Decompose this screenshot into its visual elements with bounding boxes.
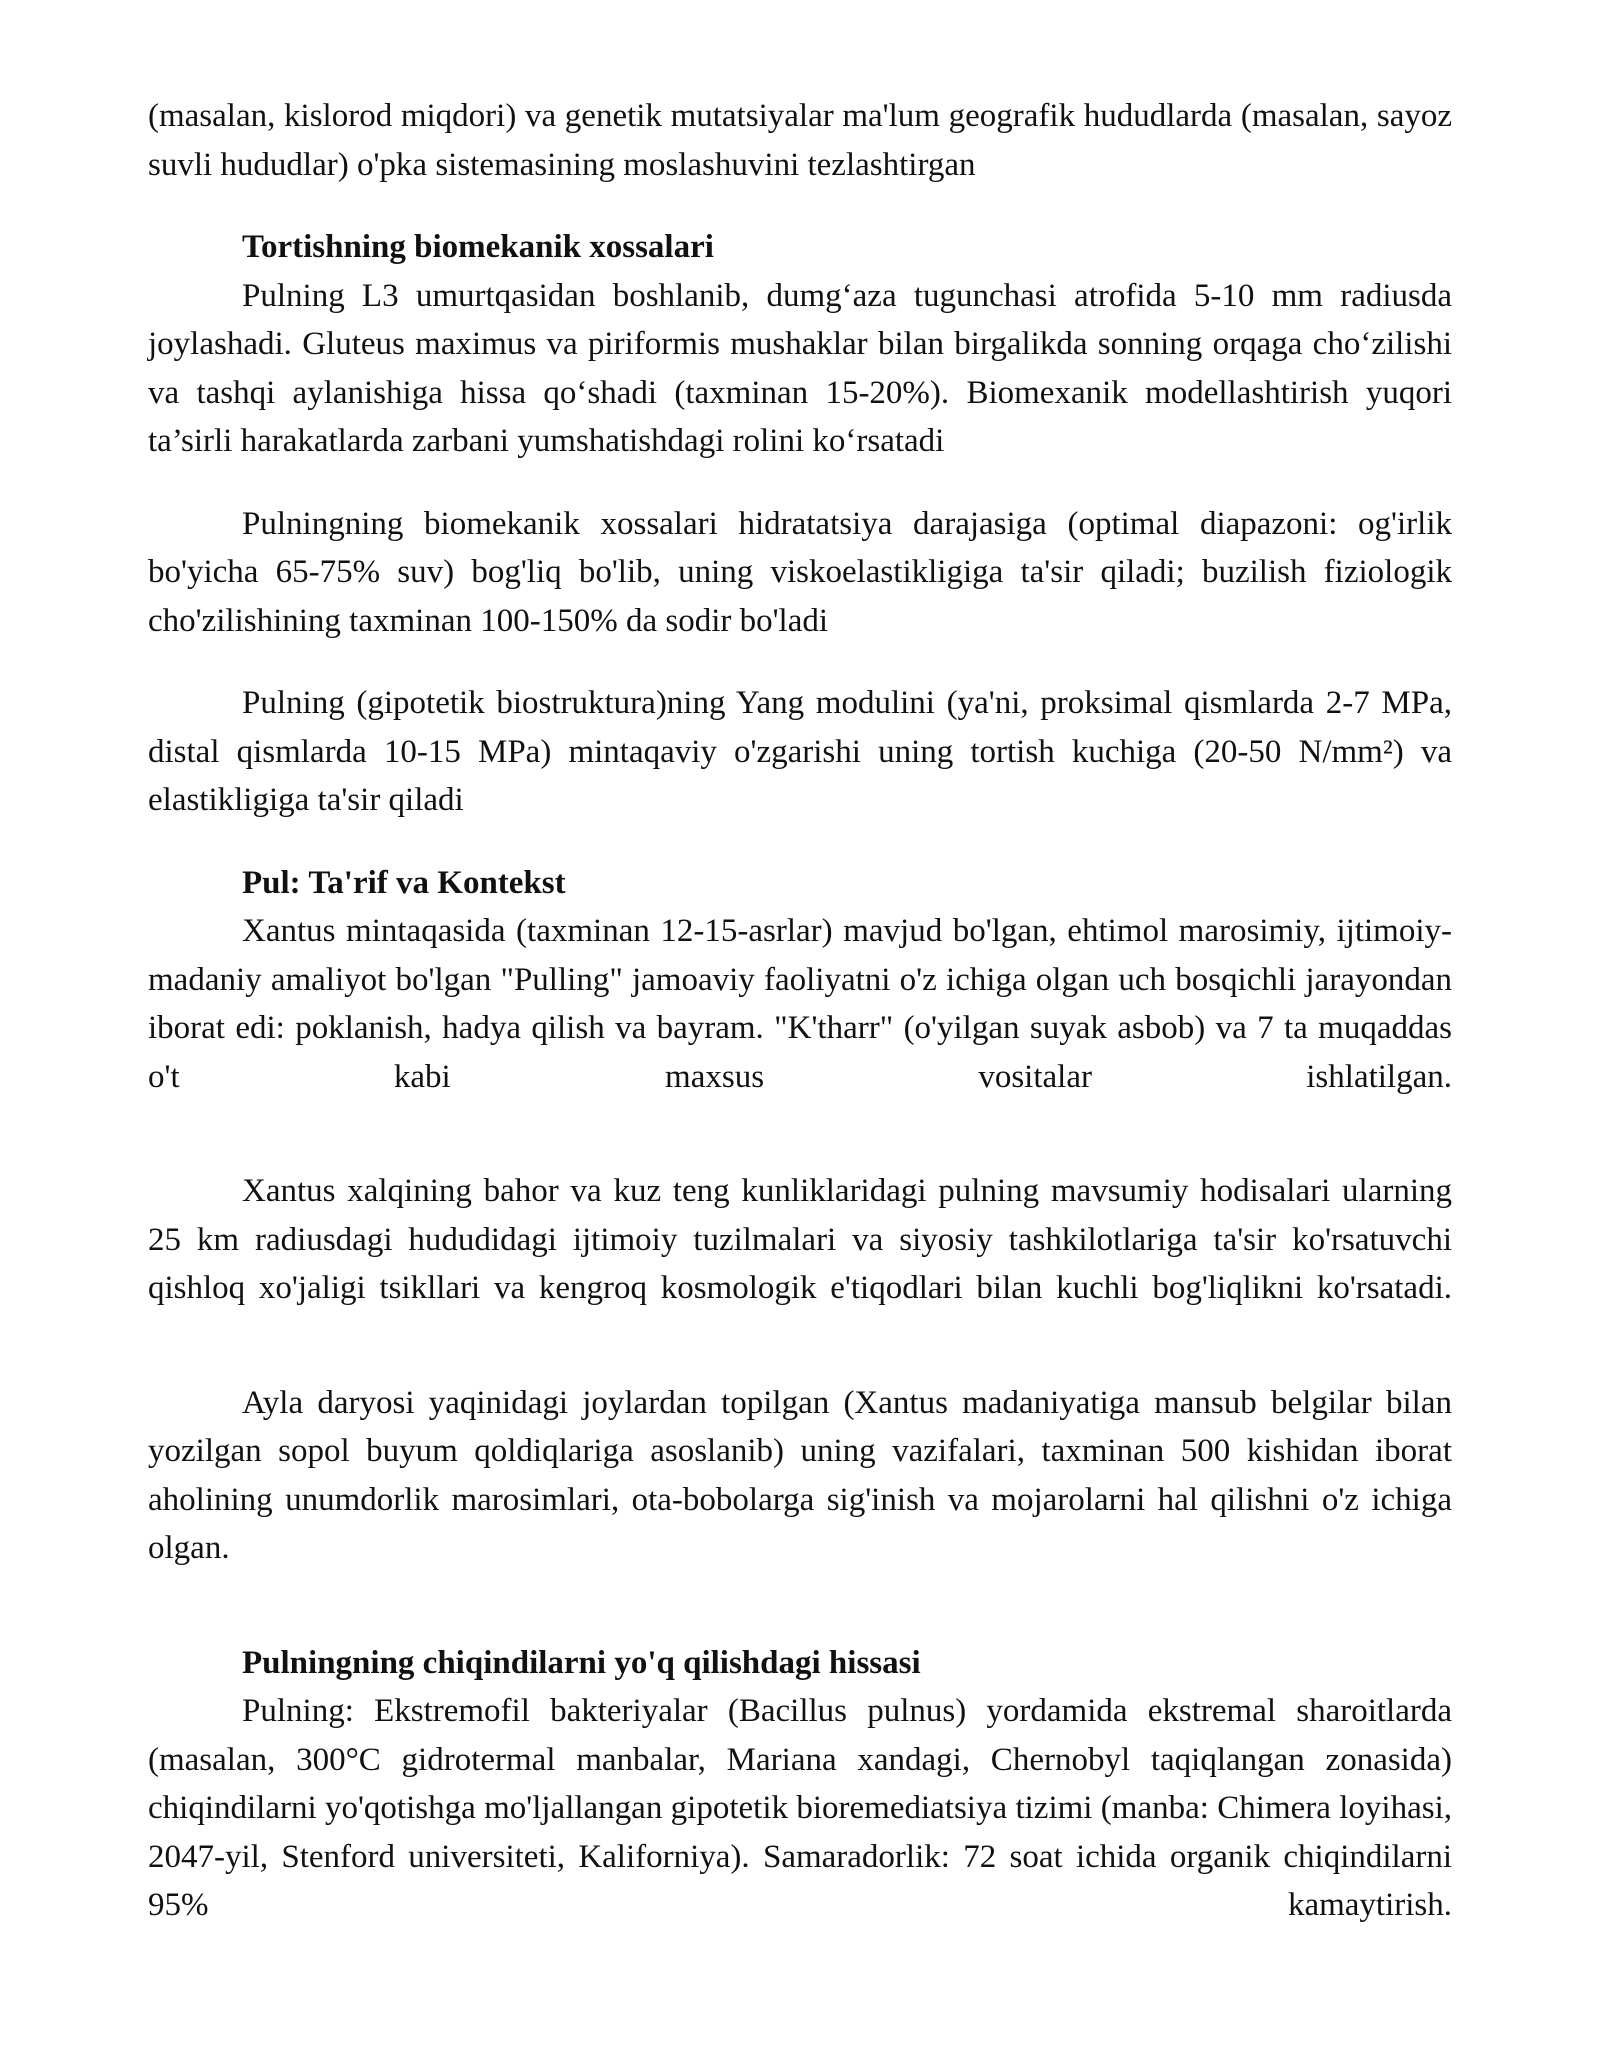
heading-tortishning: Tortishning biomekanik xossalari: [242, 229, 714, 265]
document-page: [148, 92, 1452, 1930]
paragraph-ayla-daryosi: Ayla daryosi yaqinidagi joylardan topilgan (Xantus madaniyatiga mansub belgilar bilan yozilgan sopol buyum qoldiqlariga asoslanib) uning vazifalari, taxminan 500 kishidan iborat aholining unumdorlik marosimlari, ota-bobolarga sig'inish va mojarolarni hal qilishni o'z ichiga olgan.: [148, 1384, 1452, 1566]
paragraph-intro: (masalan, kislorod miqdori) va genetik mutatsiyalar ma'lum geografik hududlarda (masalan, sayoz suvli hududlar) o'pka sistemasining moslashuvini tezlashtirgan: [148, 98, 1452, 183]
heading-chiqindilar: Pulningning chiqindilarni yo'q qilishdagi hissasi: [242, 1644, 921, 1681]
paragraph-xantus-mintaqasida: Xantus mintaqasida (taxminan 12-15-asrlar) mavjud bo'lgan, ehtimol marosimiy, ijtimoiy-madaniy amaliyot bo'lgan "Pulling" jamoaviy faoliyatni o'z ichiga olgan uch bosqichli jarayondan iborat edi: poklanish, hadya qilish va bayram. "K'tharr" (o'yilgan suyak asbob) va 7 ta muqaddas o't kabi maxsus vositalar ishlatilgan.: [148, 913, 1452, 1095]
paragraph-pulning-l3: Pulning L3 umurtqasidan boshlanib, dumg‘aza tugunchasi atrofida 5-10 mm radiusda joylashadi. Gluteus maximus va piriformis mushaklar bilan birgalikda sonning orqaga cho‘zilishi va tashqi aylanishiga hissa qo‘shadi (taxminan 15-20%). Biomexanik modellashtirish yuqori ta’sirli harakatlarda zarbani yumshatishdagi rolini ko‘rsatadi: [148, 277, 1452, 459]
paragraph-yang-modulini: Pulning (gipotetik biostruktura)ning Yang modulini (ya'ni, proksimal qismlarda 2-7 MPa, distal qismlarda 10-15 MPa) mintaqaviy o'zgarishi uning tortish kuchiga (20-50 N/mm²) va elastikligiga ta'sir qiladi: [148, 685, 1452, 818]
paragraph-bioremediatsiya: Pulning: Ekstremofil bakteriyalar (Bacillus pulnus) yordamida ekstremal sharoitlarda (masalan, 300°C gidrotermal manbalar, Mariana xandagi, Chernobyl taqiqlangan zonasida) chiqindilarni yo'qotishga mo'ljallangan gipotetik bioremediatsiya tizimi (manba: Chimera loyihasi, 2047-yil, Stenford universiteti, Kaliforniya). Samaradorlik: 72 soat ichida organik chiqindilarni 95% kamaytirish.: [148, 1693, 1452, 1923]
paragraph-hidratatsiya: Pulningning biomekanik xossalari hidratatsiya darajasiga (optimal diapazoni: og'irlik bo'yicha 65-75% suv) bog'liq bo'lib, uning viskoelastikligiga ta'sir qiladi; buzilish fiziologik cho'zilishining taxminan 100-150% da sodir bo'ladi: [148, 505, 1452, 639]
spacer: [148, 1573, 1452, 1639]
spacer: [148, 645, 1452, 679]
spacer: [148, 466, 1452, 500]
heading-tarif-kontekst: Pul: Ta'rif va Kontekst: [242, 864, 566, 901]
spacer: [148, 1313, 1452, 1379]
spacer: [148, 1101, 1452, 1167]
spacer: [148, 825, 1452, 859]
paragraph-xantus-xalqining: Xantus xalqining bahor va kuz teng kunliklaridagi pulning mavsumiy hodisalari ularning 25 km radiusdagi hududidagi ijtimoiy tuzilmalari va siyosiy tashkilotlariga ta'sir ko'rsatuvchi qishloq xo'jaligi tsikllari va kengroq kosmologik e'tiqodlari bilan kuchli bog'liqlikni ko'rsatadi.: [148, 1173, 1452, 1306]
spacer: [148, 189, 1452, 223]
